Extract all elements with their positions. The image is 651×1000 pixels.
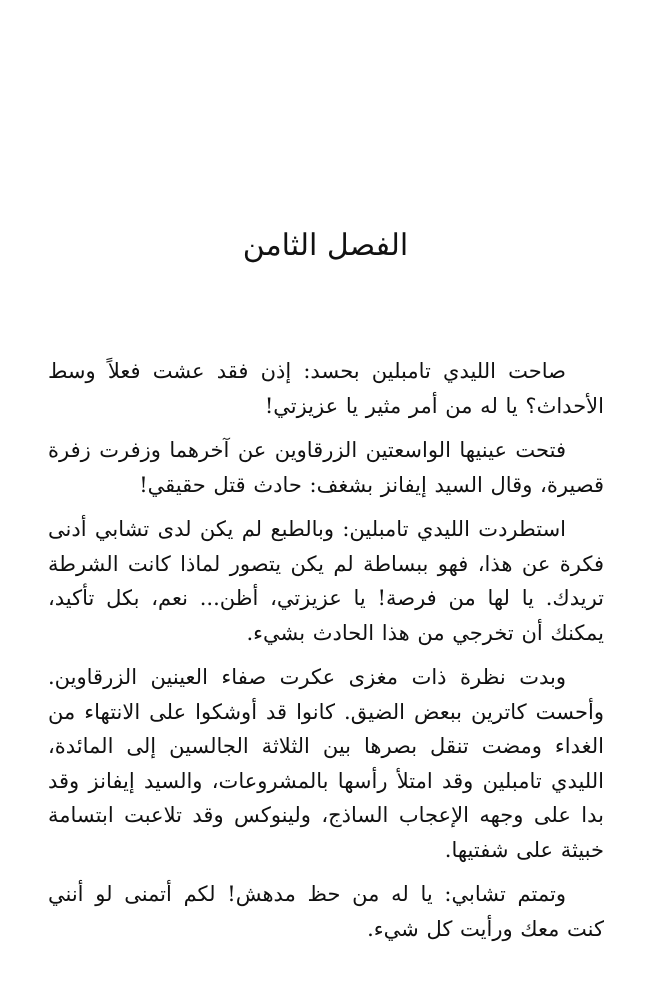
paragraph-2: فتحت عينيها الواسعتين الزرقاوين عن آخرهما وزفرت زفرة قصيرة، وقال السيد إيفانز بشغف: حادث قتل حقيقي!: [48, 438, 604, 497]
paragraph-1: صاحت الليدي تامبلين بحسد: إذن فقد عشت فعلاً وسط الأحداث؟ يا له من أمر مثير يا عزيزتي!: [48, 359, 604, 418]
paragraph-4: وبدت نظرة ذات مغزى عكرت صفاء العينين الزرقاوين. وأحست كاترين ببعض الضيق. كانوا قد أوشكوا على الانتهاء من الغداء ومضت تنقل بصرها بين الثلاثة الجالسين إلى المائدة، الليدي تامبلين وقد امتلأ رأسها بالمشروعات، والسيد إيفانز وقد بدا على وجهه الإعجاب الساذج، ولينوكس وقد تلاعبت ابتسامة خبيثة على شفتيها.: [48, 665, 604, 862]
chapter-body: [48, 354, 604, 956]
chapter-title: الفصل الثامن: [242, 228, 409, 263]
paragraph-5: وتمتم تشابي: يا له من حظ مدهش! لكم أتمنى لو أنني كنت معك ورأيت كل شيء.: [48, 882, 604, 941]
paragraph-3: استطردت الليدي تامبلين: وبالطبع لم يكن لدى تشابي أدنى فكرة عن هذا، فهو ببساطة لم يكن يتصور لماذا كانت الشرطة تريدك. يا لها من فرصة! يا عزيزتي، أظن... نعم، بكل تأكيد، يمكنك أن تخرجي من هذا الحادث بشيء.: [48, 517, 604, 645]
